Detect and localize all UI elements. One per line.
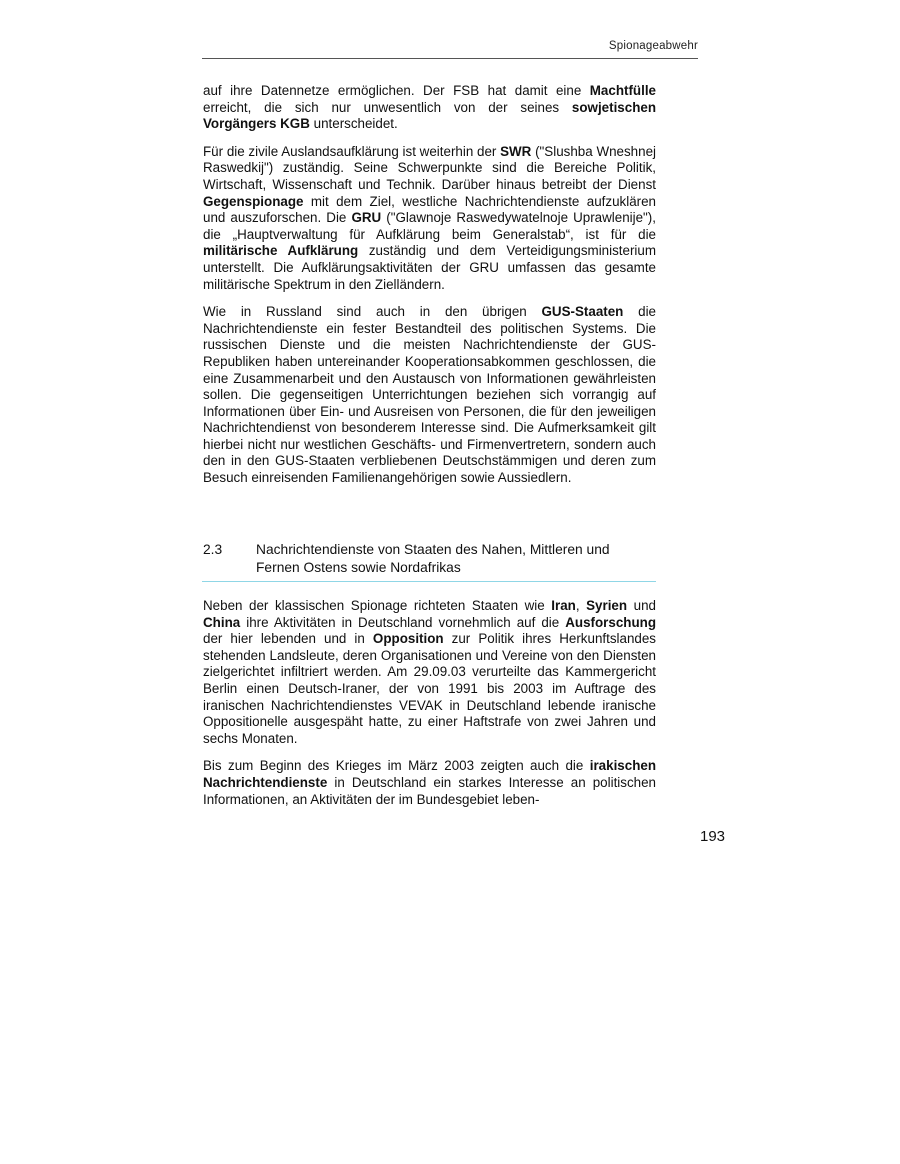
- paragraph-fsb: auf ihre Datennetze ermöglichen. Der FSB hat damit eine Machtfülle erreicht, die sich nur unwesentlich von der seines sowjetischen Vorgängers KGB unterscheidet.: [203, 83, 656, 132]
- text-block-lower: [203, 598, 656, 819]
- emphasis-ausforschung: Ausforschung: [565, 614, 656, 630]
- emphasis-kgb: sowjetischen Vorgängers KGB: [203, 99, 656, 132]
- running-header-title: Spionageabwehr: [608, 40, 698, 52]
- emphasis-gru: GRU: [351, 210, 382, 226]
- running-header: [202, 40, 698, 59]
- emphasis-militaerische-aufklaerung: militärische Aufklärung: [203, 243, 359, 259]
- paragraph-irak: Bis zum Beginn des Krieges im März 2003 zeigten auch die irakischen Nachrichtendienste in Deutschland ein starkes Interesse an politischen Informationen, an Aktivitäten der im Bundesgebiet leben-: [203, 758, 656, 807]
- emphasis-iran: Iran: [551, 598, 576, 613]
- emphasis-gegenspionage: Gegenspionage: [203, 193, 304, 209]
- text-block-upper: [203, 83, 656, 498]
- emphasis-china: China: [203, 614, 241, 630]
- emphasis-opposition: Opposition: [372, 631, 444, 647]
- emphasis-irakische-nachrichtendienste: irakischen Nachrichtendienste: [203, 758, 656, 790]
- section-title: Nachrichtendienste von Staaten des Nahen, Mittleren und Fernen Ostens sowie Nordafrikas: [256, 542, 610, 575]
- paragraph-gus-staaten: Wie in Russland sind auch in den übrigen GUS-Staaten die Nachrichtendienste ein fester Bestandteil des politischen Systems. Die russischen Dienste und die meisten Nachrichtendienste der GUS-Republiken haben untereinander Kooperationsabkommen geschlossen, die eine Zusammenarbeit und den Austausch von Informationen gewährleisten sollen. Die gegenseitigen Unterrichtungen beziehen sich vorrangig auf Informationen über Ein- und Ausreisen von Personen, die für den jeweiligen Nachrichtendienst von besonderem Interesse sind. Die Aufmerksamkeit gilt hierbei nicht nur westlichen Geschäfts- und Firmenvertretern, sondern auch den in den GUS-Staaten verbliebenen Deutschstämmigen und deren zum Besuch einreisenden Familienangehörigen sowie Aussiedlern.: [203, 304, 656, 486]
- paragraph-swr-gru: Für die zivile Auslandsaufklärung ist weiterhin der SWR ("Slushba Wneshnej Raswedkij") zuständig. Seine Schwerpunkte sind die Bereiche Politik, Wirtschaft, Wissenschaft und Technik. Darüber hinaus betreibt der Dienst Gegenspionage mit dem Ziel, westliche Nachrichtendienste aufzuklären und auszuforschen. Die GRU ("Glawnoje Raswedywatelnoje Uprawlenije"), die „Hauptverwaltung für Aufklärung beim Generalstab“, ist für die militärische Aufklärung zuständig und dem Verteidigungsministerium unterstellt. Die Aufklärungsaktivitäten der GRU umfassen das gesamte militärische Spektrum in den Zielländern.: [203, 143, 656, 292]
- emphasis-gus-staaten: GUS-Staaten: [541, 304, 624, 320]
- emphasis-swr: SWR: [500, 143, 532, 159]
- section-heading: [202, 541, 656, 582]
- emphasis-machtfuelle: Machtfülle: [589, 83, 656, 98]
- emphasis-syrien: Syrien: [586, 598, 628, 613]
- page-number: 193: [700, 828, 726, 845]
- paragraph-iran-syrien-china: Neben der klassischen Spionage richteten Staaten wie Iran, Syrien und China ihre Aktivitäten in Deutschland vornehmlich auf die Ausforschung der hier lebenden und in Opposition zur Politik ihres Herkunftslandes stehenden Landsleute, deren Organisationen und Vereine von den Diensten zielgerichtet infiltriert werden. Am 29.09.03 verurteilte das Kammergericht Berlin einen Deutsch-Iraner, der von 1991 bis 2003 im Auftrage des iranischen Nachrichtendienstes VEVAK in Deutschland lebende iranische Oppositionelle ausgespäht hatte, zu einer Haftstrafe von zwei Jahren und sechs Monaten.: [203, 598, 656, 746]
- section-number: 2.3: [203, 542, 223, 557]
